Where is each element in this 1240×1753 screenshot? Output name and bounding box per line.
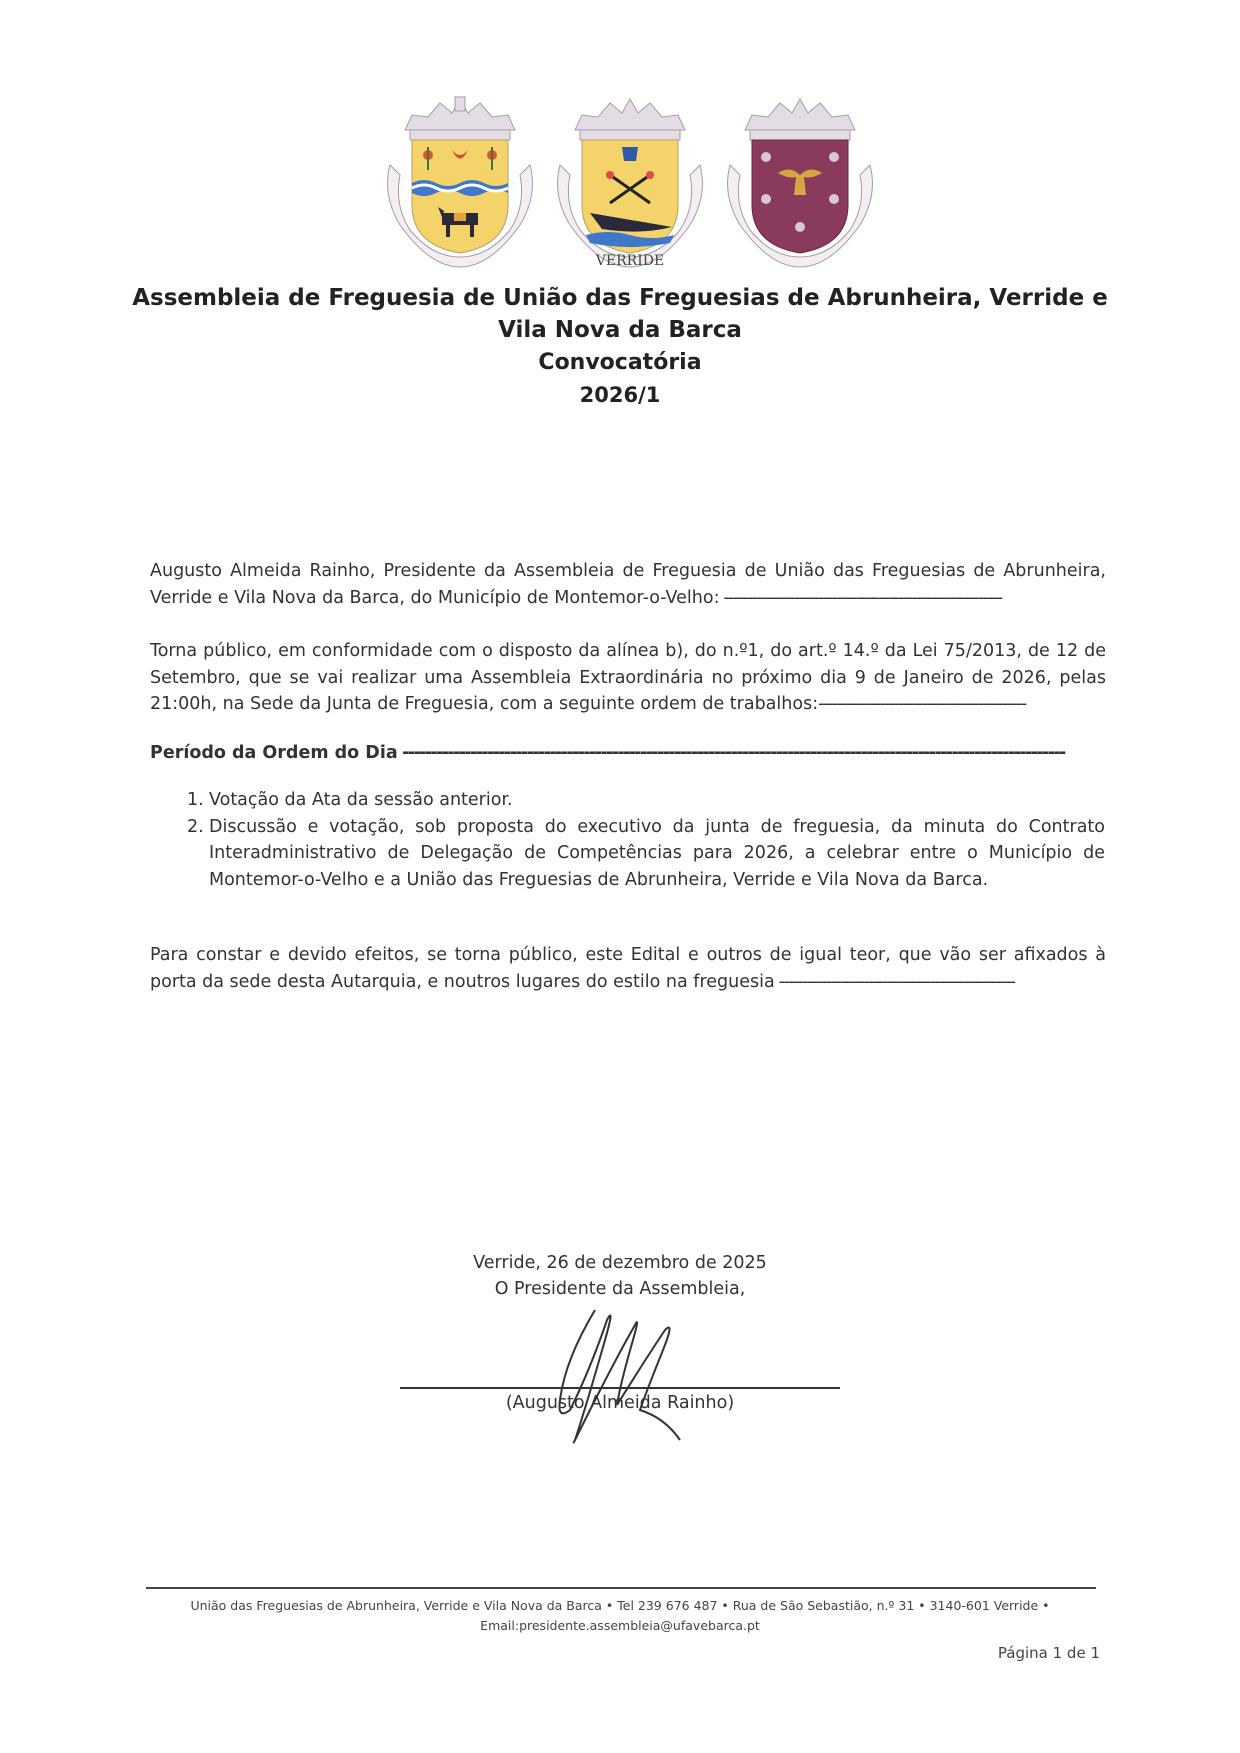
signature-role: O Presidente da Assembleia, xyxy=(494,1279,746,1299)
crest-abrunheira xyxy=(380,95,540,275)
crest-verride xyxy=(550,95,710,275)
document-number: 2026/1 xyxy=(579,383,661,407)
document-type: Convocatória xyxy=(538,350,702,375)
signature-place-date: Verride, 26 de dezembro de 2025 xyxy=(473,1253,767,1273)
agenda-item-text: Discussão e votação, sob proposta do executivo da junta de freguesia, da minuta do Contrato Interadministrativo de Delegação de Competências para 2026, a celebrar entre o Município de Montemor-o-Velho e a União das Freguesias de Abrunheira, Verride e Vila Nova da Barca. xyxy=(209,816,1105,890)
crest-verride-icon xyxy=(550,95,710,275)
crest-vila-nova-da-barca xyxy=(720,95,880,275)
footer-divider xyxy=(146,1587,1096,1589)
agenda-item xyxy=(187,787,1105,814)
agenda-item xyxy=(187,814,1105,894)
intro-dashes: ----------------------------------------------------------- xyxy=(719,587,1002,608)
coats-of-arms xyxy=(380,95,880,275)
announcement-text: Torna público, em conformidade com o disposto da alínea b), do n.º1, do art.º 14.º da Lei 75/2013, de 12 de Setembro, que se vai realizar uma Assembleia Extraordinária no próximo dia 9 de Janeiro de 2026, pelas 21:00h, na Sede da Junta de Freguesia, com a seguinte ordem de trabalhos: xyxy=(150,641,1106,714)
agenda-item-text: Votação da Ata da sessão anterior. xyxy=(209,790,513,810)
crest-abrunheira-icon xyxy=(380,95,540,275)
announcement-paragraph xyxy=(150,638,1106,718)
crest-verride-ribbon: VERRIDE xyxy=(595,253,665,269)
closing-paragraph xyxy=(150,942,1106,995)
footer-email: Email:presidente.assembleia@ufavebarca.pt xyxy=(480,1618,760,1633)
document-title xyxy=(120,282,1120,346)
title-line-1: Assembleia de Freguesia de União das Freguesias de Abrunheira, Verride e xyxy=(132,285,1108,311)
intro-paragraph xyxy=(150,558,1106,611)
closing-dashes: -------------------------------------------------- xyxy=(774,971,1015,992)
handwritten-signature xyxy=(545,1300,715,1445)
closing-text: Para constar e devido efeitos, se torna público, este Edital e outros de igual teor, que vão ser afixados à porta da sede desta Autarquia, e noutros lugares do estilo na freguesia xyxy=(150,945,1106,992)
signatory-name: (Augusto Almeida Rainho) xyxy=(505,1393,735,1413)
footer-address: União das Freguesias de Abrunheira, Verride e Vila Nova da Barca • Tel 239 676 487 • Rua de São Sebastião, n.º 31 • 3140-601 Verride • xyxy=(190,1598,1050,1613)
page-number: Página 1 de 1 xyxy=(997,1644,1100,1662)
agenda-list xyxy=(187,787,1105,893)
intro-text: Augusto Almeida Rainho, Presidente da Assembleia de Freguesia de União das Freguesias de Abrunheira, Verride e Vila Nova da Barca, do Município de Montemor-o-Velho: xyxy=(150,561,1106,608)
section-title: Período da Ordem do Dia xyxy=(150,743,398,763)
title-line-2: Vila Nova da Barca xyxy=(498,317,742,343)
announcement-dashes: -------------------------------------------- xyxy=(818,694,1026,714)
crest-vila-nova-da-barca-icon xyxy=(720,95,880,275)
agenda-item-number: 2. xyxy=(187,816,204,837)
agenda-section-heading xyxy=(150,740,1108,767)
section-dashes: --------------------------------------------------------------------------------------------------------------------- xyxy=(397,743,1065,763)
signature-line xyxy=(400,1387,840,1389)
agenda-item-number: 1. xyxy=(187,790,204,810)
